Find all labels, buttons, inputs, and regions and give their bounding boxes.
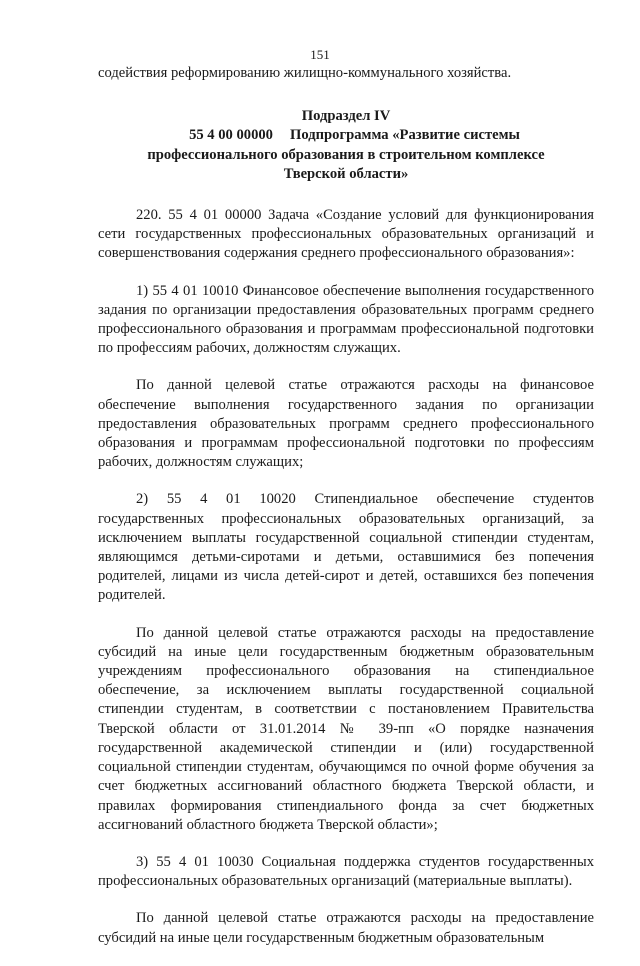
subprogram-name-part-3: Тверской области» — [283, 165, 409, 182]
paragraph-task-220: 220. 55 4 01 00000 Задача «Создание условий для функционирования сети государственных профессиональных образовательных организаций и совершенствования содержания среднего профессионального образования»: — [98, 207, 594, 262]
document-body — [98, 64, 594, 966]
subprogram-code: 55 4 00 00000 — [189, 127, 273, 144]
subprogram-name-part-1: Подпрограмма «Развитие системы — [290, 127, 520, 144]
subsection-heading — [98, 107, 594, 184]
paragraph-item-2: 2) 55 4 01 10020 Стипендиальное обеспечение студентов государственных профессиональных образовательных организаций, за исключением выплаты государственной социальной стипендии студентам, являющимся детьми-сиротами и детьми, оставшимися без попечения родителей, лицами из числа детей-сирот и детей, оставшихся без попечения родителей. — [98, 491, 594, 604]
paragraph-item-1-description: По данной целевой статье отражаются расходы на финансовое обеспечение выполнения государственного задания по организации предоставления образовательных программ среднего профессионального образования и программам профессиональной подготовки по профессиям рабочих, должностям служащих; — [98, 377, 594, 471]
paragraph-item-3-description: По данной целевой статье отражаются расходы на предоставление субсидий на иные цели государственным бюджетным образовательным — [98, 910, 594, 946]
paragraph-item-2-description: По данной целевой статье отражаются расходы на предоставление субсидий на иные цели государственным бюджетным образовательным учреждениям профессионального образования на стипендиальное обеспечение, за исключением выплаты государственной социальной стипендии студентам, в соответствии с постановлением Правительства Тверской области от 31.01.2014 № 39-пп «О порядке назначения государственной академической стипендии и (или) государственной социальной стипендии студентам, обучающимся по очной форме обучения за счет бюджетных ассигнований областного бюджета Тверской области, и правилах формирования стипендиального фонда за счет бюджетных ассигнований областного бюджета Тверской области»; — [98, 624, 594, 833]
subsection-title: Подраздел IV — [301, 108, 391, 125]
subprogram-title-line-1 — [98, 126, 594, 145]
subprogram-name-part-2: профессионального образования в строительном комплексе — [147, 146, 545, 163]
page-number: 151 — [310, 47, 330, 62]
paragraph-item-1: 1) 55 4 01 10010 Финансовое обеспечение выполнения государственного задания по организации предоставления образовательных программ среднего профессионального образования и программам профессиональной подготовки по профессиям рабочих, должностям служащих. — [98, 282, 594, 357]
paragraph-item-3: 3) 55 4 01 10030 Социальная поддержка студентов государственных профессиональных образовательных организаций (материальные выплаты). — [98, 853, 594, 890]
continuation-text: содействия реформированию жилищно-коммунального хозяйства. — [98, 65, 512, 81]
